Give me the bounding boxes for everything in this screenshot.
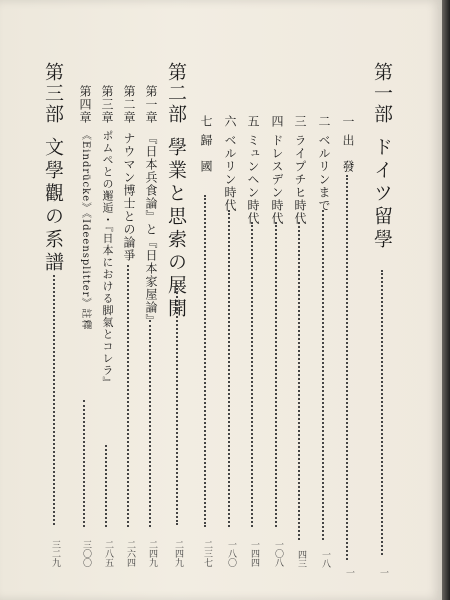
chapter-1-5-leader [251, 222, 257, 527]
chapter-1-1-leader [346, 175, 352, 560]
chapter-2-2-leader [127, 265, 133, 527]
page-edge-shadow [442, 0, 450, 600]
chapter-2-2-page: 二六四 [125, 540, 135, 567]
part-3-title: 文學觀の系譜 [42, 137, 64, 275]
chapter-1-7: 七歸 國 [199, 115, 213, 173]
chapter-1-2-leader [322, 210, 328, 540]
chapter-1-2: 二ベルリンまで [317, 115, 331, 212]
chapter-2-4-page: 三〇〇 [81, 540, 91, 567]
chapter-2-1-leader [149, 320, 155, 527]
part-1-leader [381, 270, 387, 555]
chapter-1-2-page: 一八 [320, 550, 330, 568]
chapter-1-6-leader [228, 210, 234, 527]
part-2-title: 學業と思索の展開 [165, 137, 187, 321]
part-3-label: 第三部 [42, 62, 64, 125]
chapter-2-1: 第一章『日本兵食論』と『日本家屋論』 [144, 85, 158, 327]
chapter-1-4-leader [275, 222, 281, 527]
chapter-1-4: 四ドレスデン時代 [270, 115, 284, 225]
part-3-heading [43, 62, 62, 275]
chapter-2-2: 第二章ナウマン博士との論爭 [122, 85, 136, 262]
part-3-page: 三二九 [50, 540, 60, 567]
chapter-1-7-page: 二三七 [202, 540, 212, 567]
part-1-label: 第一部 [371, 62, 393, 125]
chapter-2-4-leader [83, 400, 89, 527]
chapter-1-1: 一出 發 [341, 115, 355, 173]
part-3-leader [53, 275, 59, 525]
part-2-leader [176, 285, 182, 525]
part-2-label: 第二部 [165, 62, 187, 125]
part-1-title: ドイツ留學 [371, 137, 393, 252]
chapter-1-6-page: 一八〇 [226, 540, 236, 567]
chapter-2-3: 第三章ポムペとの邂逅・『日本における脚氣とコレラ』 [100, 85, 114, 389]
chapter-2-3-page: 二八五 [103, 540, 113, 567]
chapter-1-5-page: 一四四 [249, 540, 259, 567]
chapter-2-3-leader [105, 445, 111, 527]
chapter-1-1-page: 一 [344, 568, 354, 577]
chapter-2-4: 第四章《Eindrücke》《Ideensplitter》註釋 [78, 85, 92, 331]
chapter-1-3-leader [298, 222, 304, 540]
part-2-heading [166, 62, 185, 321]
chapter-1-3-page: 四三 [296, 550, 306, 568]
chapter-1-3: 三ライプチヒ時代 [293, 115, 307, 225]
part-1-page: 一 [378, 568, 388, 577]
chapter-1-4-page: 一〇八 [273, 540, 283, 567]
chapter-1-6: 六ベルリン時代 [223, 115, 237, 212]
chapter-1-5: 五ミュンヘン時代 [246, 115, 260, 225]
chapter-2-1-page: 二四九 [147, 540, 157, 567]
chapter-1-7-leader [204, 195, 210, 527]
part-2-page: 二四九 [173, 540, 183, 567]
